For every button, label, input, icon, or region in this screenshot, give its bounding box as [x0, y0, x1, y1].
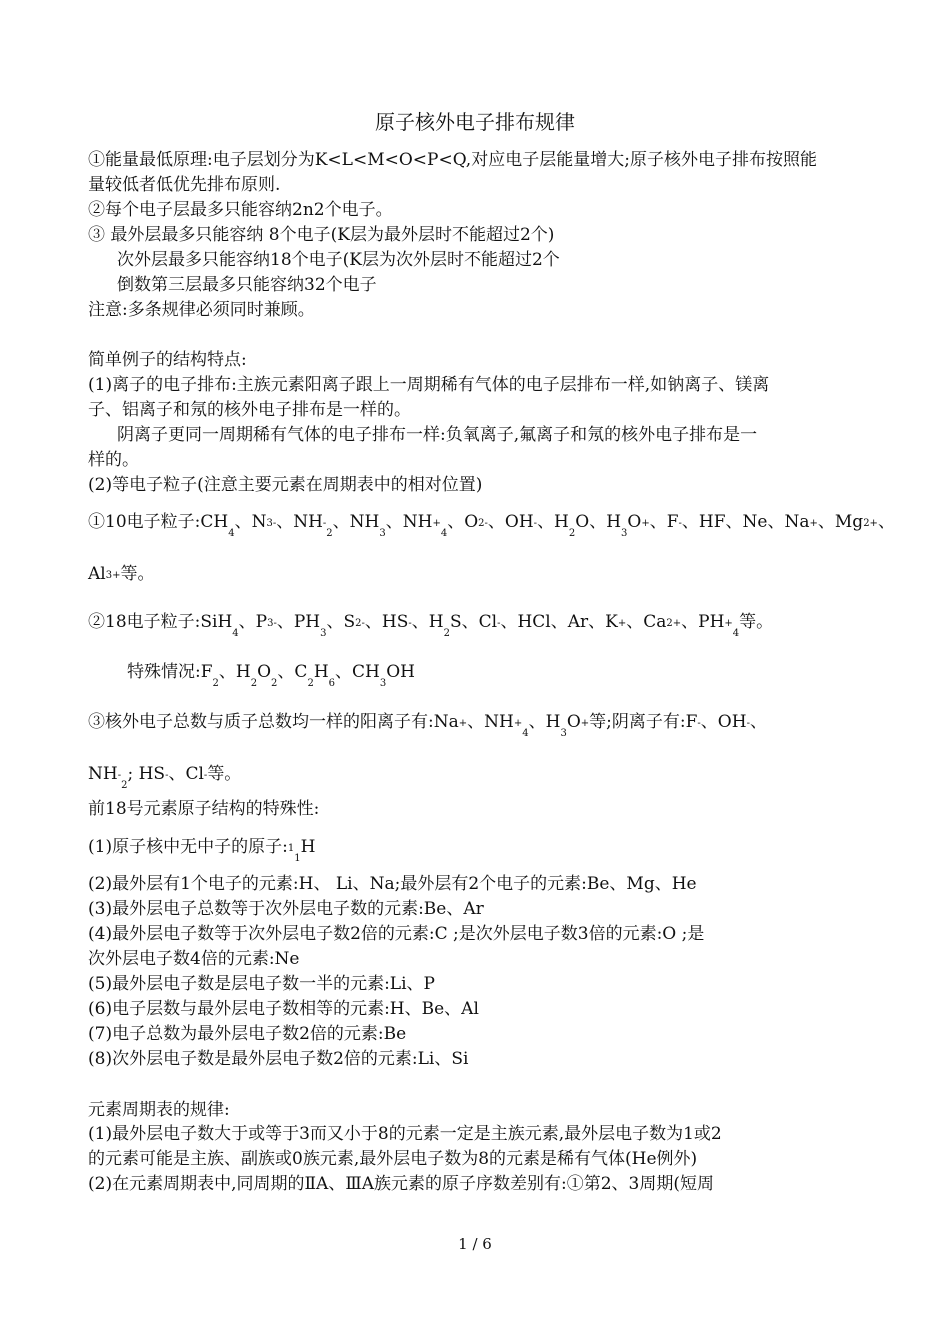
formula-text: 、P: [238, 612, 268, 632]
subscript: 3: [379, 528, 386, 539]
formula-text: 、Ca: [626, 612, 667, 632]
text-line: 样的。: [88, 450, 139, 470]
superscript: 2+: [863, 518, 878, 529]
list-item: (7)电子总数为最外层电子数2倍的元素:Be: [88, 1024, 407, 1044]
formula-text: O: [566, 712, 581, 732]
superscript: +: [580, 718, 590, 729]
subscript: 3: [560, 728, 567, 739]
subscript: 2: [307, 678, 314, 689]
subscript: 2: [250, 678, 258, 689]
page-number: 1 / 6: [458, 1235, 492, 1253]
superscript: 1: [287, 843, 295, 854]
superscript: -: [408, 618, 412, 629]
subscript: 6: [328, 678, 336, 689]
subscript: 4: [228, 528, 235, 539]
formula-text: 等;阴离子有:F: [589, 712, 698, 732]
formula-line-10e-cont: [88, 562, 154, 589]
formula-text: 、N: [234, 512, 267, 532]
formula-text: 等。: [739, 612, 774, 632]
formula-text: ②18电子粒子:SiH: [88, 612, 233, 632]
formula-text: Al: [88, 564, 106, 584]
superscript: -: [533, 518, 538, 529]
superscript: +: [458, 718, 468, 729]
list-item: (4)最外层电子数等于次外层电子数2倍的元素:C ;是次外层电子数3倍的元素:O ;是: [88, 924, 705, 944]
formula-text: 、O: [447, 512, 479, 532]
subscript: 4: [232, 628, 239, 639]
formula-text: (1)原子核中无中子的原子:: [88, 837, 288, 857]
subscript: 2: [443, 628, 450, 639]
superscript: 2-: [478, 518, 488, 529]
formula-text: 、S: [326, 612, 356, 632]
section-heading: 元素周期表的规律:: [88, 1100, 230, 1120]
formula-line-isoelectronic: [88, 710, 767, 737]
subscript: 4: [440, 528, 448, 539]
subscript: 2: [326, 528, 333, 539]
superscript: -: [322, 518, 327, 529]
formula-text: 特殊情况:F: [127, 662, 213, 682]
formula-text: 、H: [218, 662, 251, 682]
rule-line: ③ 最外层最多只能容纳 8个电子(K层为最外层时不能超过2个): [88, 225, 555, 245]
subscript: 2: [121, 780, 128, 791]
subscript: 4: [522, 728, 529, 739]
superscript: +: [432, 518, 441, 529]
list-item: (8)次外层电子数是最外层电子数2倍的元素:Li、Si: [88, 1049, 469, 1069]
formula-text: 、HS: [364, 612, 409, 632]
superscript: -: [165, 770, 169, 781]
formula-text: ①10电子粒子:CH: [88, 512, 229, 532]
text-line: (1)最外层电子数大于或等于3而又小于8的元素一定是主族元素,最外层电子数为1或2: [88, 1124, 722, 1144]
subscript: 3: [621, 528, 628, 539]
formula-text: 、: [749, 712, 767, 732]
formula-text: 、: [877, 512, 895, 532]
formula-text: 、OH: [700, 712, 747, 732]
text-line: 的元素可能是主族、副族或0族元素,最外层电子数为8的元素是稀有气体(He例外): [88, 1149, 698, 1169]
formula-text: 、C: [277, 662, 308, 682]
formula-text: 、PH: [681, 612, 725, 632]
list-item: (2)最外层有1个电子的元素:H、 Li、Na;最外层有2个电子的元素:Be、Mg、He: [88, 874, 697, 894]
text-line: (2)在元素周期表中,同周期的ⅡA、ⅢA族元素的原子序数差别有:①第2、3周期(短周: [88, 1174, 714, 1194]
subscript: 1: [294, 853, 301, 864]
formula-text: 、H: [411, 612, 444, 632]
formula-text: 、NH: [385, 512, 433, 532]
superscript: 3-: [267, 618, 277, 629]
subscript: 3: [379, 678, 387, 689]
formula-text: O: [257, 662, 272, 682]
subscript: 3: [320, 628, 327, 639]
formula-text: 、PH: [276, 612, 321, 632]
formula-text: ; HS: [127, 764, 166, 784]
subscript: 2: [271, 678, 278, 689]
superscript: +: [724, 618, 733, 629]
formula-text: 等。: [207, 764, 242, 784]
formula-text: OH: [386, 662, 415, 682]
text-line: (2)等电子粒子(注意主要元素在周期表中的相对位置): [88, 475, 483, 495]
note-line: 注意:多条规律必须同时兼顾。: [88, 300, 315, 320]
formula-text: S、Cl: [449, 612, 498, 632]
formula-text: 、CH: [335, 662, 380, 682]
list-item: (6)电子层数与最外层电子数相等的元素:H、Be、Al: [88, 999, 479, 1019]
formula-text: 、H: [537, 512, 569, 532]
rule-line: 量较低者低优先排布原则.: [88, 175, 281, 195]
formula-line-10e: [88, 510, 895, 537]
formula-text: O、H: [575, 512, 622, 532]
superscript: -: [497, 618, 501, 629]
text-line: 阴离子更同一周期稀有气体的电子排布一样:负氧离子,氟离子和氖的核外电子排布是一: [117, 425, 758, 445]
formula-text: H: [313, 662, 329, 682]
formula-text: NH: [88, 764, 118, 784]
formula-line-special: [127, 660, 415, 687]
superscript: -: [678, 518, 682, 529]
text-line: 子、铝离子和氖的核外电子排布是一样的。: [88, 400, 411, 420]
superscript: -: [746, 718, 750, 729]
superscript: 2-: [355, 618, 365, 629]
rule-line: ②每个电子层最多只能容纳2n2个电子。: [88, 200, 393, 220]
superscript: +: [809, 518, 818, 529]
list-item: (3)最外层电子总数等于次外层电子数的元素:Be、Ar: [88, 899, 484, 919]
list-item: (5)最外层电子数是层电子数一半的元素:Li、P: [88, 974, 435, 994]
formula-line-18e: [88, 610, 773, 637]
superscript: 3+: [105, 570, 121, 581]
superscript: +: [513, 718, 523, 729]
formula-text: 、NH: [467, 712, 514, 732]
formula-text: 、F: [649, 512, 679, 532]
formula-text: 、NH: [276, 512, 323, 532]
list-item: 次外层电子数4倍的元素:Ne: [88, 949, 300, 969]
subscript: 2: [568, 528, 576, 539]
formula-text: 、Cl: [168, 764, 204, 784]
superscript: +: [641, 518, 650, 529]
superscript: +: [617, 618, 627, 629]
formula-text: ③核外电子总数与质子总数均一样的阳离子有:Na: [88, 712, 459, 732]
superscript: 2+: [666, 618, 682, 629]
text-line: (1)离子的电子排布:主族元素阳离子跟上一周期稀有气体的电子层排布一样,如钠离子、镁离: [88, 375, 770, 395]
formula-text: O: [627, 512, 642, 532]
formula-text: 、HCl、Ar、K: [500, 612, 618, 632]
formula-text: 、Mg: [817, 512, 864, 532]
formula-text: H: [300, 837, 316, 857]
formula-text: 、HF、Ne、Na: [681, 512, 810, 532]
superscript: 3-: [266, 518, 277, 529]
section-heading: 前18号元素原子结构的特殊性:: [88, 799, 320, 819]
subscript: 4: [732, 628, 740, 639]
formula-line-isoelectronic-cont: [88, 762, 241, 789]
formula-text: 、NH: [332, 512, 380, 532]
rule-line: 次外层最多只能容纳18个电子(K层为次外层时不能超过2个: [117, 250, 560, 270]
superscript: -: [697, 718, 701, 729]
superscript: -: [117, 770, 122, 781]
section-heading: 简单例子的结构特点:: [88, 350, 247, 370]
formula-text: 等。: [120, 564, 155, 584]
formula-text: 、OH: [487, 512, 534, 532]
rule-line: 倒数第三层最多只能容纳32个电子: [117, 275, 377, 295]
subscript: 2: [212, 678, 219, 689]
document-title: 原子核外电子排布规律: [375, 110, 575, 134]
superscript: -: [203, 770, 208, 781]
formula-text: 、H: [528, 712, 561, 732]
rule-line: ①能量最低原理:电子层划分为K<L<M<O<P<Q,对应电子层能量增大;原子核外电子排布按照能: [88, 150, 817, 170]
formula-line-hydrogen: [88, 835, 315, 862]
